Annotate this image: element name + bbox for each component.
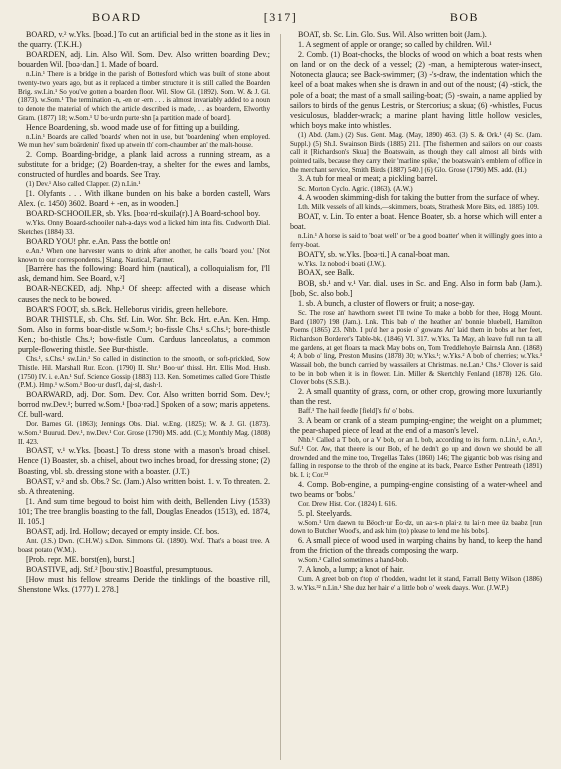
column-divider — [280, 34, 281, 760]
running-header — [22, 10, 539, 28]
left-column — [18, 30, 270, 764]
left-citation: n.Lin.¹ There is a bridge in the parish of Bottesford which was built of stone about twenty-two years ago, but as it replaced a timber structure it is still called the Boarden Brig. sw.Lin.¹ So you've gotten a boarden floor. Wil. Slow Gl. (1892). Som. W. & J. Gl. (1873). w.Som.¹ The termination -n, -en or -ern . . . is almost invariably added to a noun to denote the material of which the article described is made, . . as boardern, Elworthy Gram. (1877) 18; w.Som.¹ U bo·urdn purte·shn [a partition made of board]. — [18, 70, 270, 122]
left-entry-text: BOARD, v.² w.Yks. [boəd.] To cut an artificial bed in the stone as it lies in the quarry. (T.K.H.) — [18, 30, 270, 50]
right-citation: Sc. The rose an' hawthorn sweet I'll twine To make a bobb for thee, Hogg Mount. Bard (1807) 198 (Jam.). Lnk. This bab o' the heather an' bonnie bluebell, Hamilton Poems (1865) 23. Nhb. I pu'd her a posie o' gowans An' laid them in bobs at her feet, Richardson Borderer's Table-bk. (1846) VI. 317. w.Yks. Ta May, ah leave full run ta all me gardens, at get floars ta mack May bobs on, Tom Treddlehoyle Bairnsla Ann. (1868) 4; A bob o' ling, Preston Musins (1878) 30; w.Yks.¹; w.Yks.² A bob of cherries; w.Yks.³ Wassail bob, the bunch carried by wassailers at Christmas. ne.Lan.¹ Chs.¹ Clover is said to be in bob when it is in flower. Lin. Miller & Skertchly Fenland (1878) 126. Glo. Clover bobs (S.S.B.). — [290, 308, 542, 387]
right-citation: w.Som.¹ Urn daewn tu Bëoch·ur Ëo·dz, un aa·s-n plai·z tu lai·n mee üz baabz [run down to Butcher Wood's, and ask him (to) please to lend me his bobs]. — [290, 518, 542, 536]
left-entry-text: 2. Comp. Boarding-bridge, a plank laid across a running stream, as a substitute for a bridge; (2) Boarden-tray, a shelter for the ewes and lambs, constructed of hurdles and boards. See Tray. — [18, 150, 270, 180]
right-entry-text: BOAT, sb. Sc. Lin. Glo. Sus. Wil. Also written boit (Jam.). — [298, 30, 487, 39]
right-citation: Cor. Drew Hist. Cor. (1824) I. 616. — [298, 499, 397, 508]
left-entry-text: BOARD YOU! phr. e.An. Pass the bottle on! — [26, 236, 171, 246]
right-citation: Sc. Morton Cyclo. Agric. (1863). (A.W.) — [298, 184, 413, 193]
left-entry-text: BOAR'S FOOT, sb. s.Bck. Helleborus viridis, green hellebore. — [26, 304, 228, 314]
right-entry-text: 4. Comp. Bob-engine, a pumping-engine consisting of a water-wheel and two beams or 'bobs.' — [290, 479, 542, 499]
right-entry-text: 5. pl. Steelyards. — [298, 508, 352, 518]
left-citation: Dor. Barnes Gl. (1863); Jennings Obs. Dial. w.Eng. (1825); W. & J. Gl. (1873). w.Som.¹ Buurud. Dev.¹, nw.Dev.¹ Cor. Grose (1790) MS. add. (C.); Monthly Mag. (1808) II. 423. — [18, 420, 270, 446]
left-entry-text: BOARWARD, adj. Dor. Som. Dev. Cor. Also written borrid Som. Dev.¹; borrod nw.Dev.¹; burred w.Som.¹ [boə·rəd.] Spoken of a sow; maris appetens. Cf. bull-ward. — [18, 389, 270, 420]
left-entry-text: [1. And sum time begoud to boist him with deith, Bellenden Livy (1533) 101; The tree branglis boasting to the fall, Douglas Eneados (1513), ed. 1874, II. 105.] — [18, 496, 270, 526]
right-citation: Nhb.¹ Called a T bob, or a V bob, or an L bob, according to its form. n.Lin.¹, e.An.¹, Suf.¹ Cor. Aw, that theere is our Bob, ef he dedn't go up and down we should be all drownded and the mine too, Tregellas Tales (1860) 146; The gigantic bob was rising and falling in response to the throb of the engine at its back, Pearce Esther Pentreath (1891) bk. I. i; Cor.¹² — [290, 436, 542, 480]
right-entry-text: BOATY, sb. w.Yks. [boə·ti.] A canal-boat man. — [298, 249, 450, 259]
right-entry-text: 1. A segment of apple or orange; so called by children. Wil.¹ — [298, 40, 492, 50]
right-citation: (1) Abd. (Jam.) (2) Sus. Gent. Mag. (May, 1890) 463. (3) S. & Ork.¹ (4) Sc. (Jam. Suppl.) (5) Sh.I. Swainson Birds (1885) 211. [The fishermen and sailors on our coasts call it [Richardson's Skua] the Boatswain, as though they call almost all birds with pointed tails, because they carry their 'marline spike,' the boatswain's emblem of office in the merchant service, Smith Birds (1887) 540.] (6) Glo. Grose (1790) MS. add. (H.) — [290, 130, 542, 174]
left-entry-text: Hence Boardening, sb. wood made use of for fitting up a building. — [26, 122, 240, 132]
right-entry-text: 2. A small quantity of grass, corn, or other crop, growing more luxuriantly than the rest. — [290, 387, 542, 407]
left-entry-text: BOARDEN, adj. Lin. Also Wil. Som. Dev. Also written boarding Dev.; bouarden Wil. [boə·dan.] 1. Made of board. — [18, 50, 270, 70]
right-citation: Cum. A greet bob on t'top o' t'hodden, wadnt let it stand, Farrall Betty Wilson (1886) 3. w.Yks.³² n.Lin.¹ She duz her hair e' a little bob o' week daays. Wor. (J.W.P.) — [290, 575, 542, 592]
right-entry-text: 6. A small piece of wood used in warping chains by hand, to keep the hand from the friction of the threads composing the warp. — [290, 536, 542, 556]
right-entry-text: 3. A tub for meal or meat; a pickling barrel. — [298, 174, 438, 184]
left-entry-text: [1. Olyfants . . . With ilkane bunden on his bake a borden castell, Wars Alex. (c. 1450) 3602. Board + -en, as in wooden.] — [18, 189, 270, 209]
left-entry-text: BOARD-SCHOOILER, sb. Yks. [boə·rd-skuilə(r).] A Board-school boy. — [26, 209, 261, 219]
left-entry-text: BOASTIVE, adj. Stf.² [bouˑstiv.] Boastful, presumptuous. — [26, 564, 213, 574]
right-entry-text: 2. Comb. (1) Boat-chocks, the blocks of wood on which a boat rests when on land or on the deck of a vessel; (2) -man, a hemipterous water-insect, Notonecta glauca; see Back-swimmer; (3) -'s-draw, the indentation which the keel of a boat makes when she is drawn in and out of the noust; (4) -stick, the pole of a boat; the mast of a small sailing-boat; (5) -swain, a name applied by sailors to birds of the genus Lestris, or Stercorius; a skua; (6) -whistles, Fucus vesiculosus, bladder-wrack; a marine plant having little hollow vesicles, which boys make into whistles. — [290, 50, 542, 130]
left-citation: e.An.¹ When one harvester wants to drink after another, he calls 'board you.' [Not known to our correspondents.] Slang. Nautical, Farmer. — [18, 246, 270, 264]
right-entry-text: 3. A beam or crank of a steam pumping-engine; the weight on a plummet; the pear-shaped piece of lead at the end of a mason's level. — [290, 416, 542, 436]
left-entry-text: BOAST, v.¹ w.Yks. [boəst.] To dress stone with a mason's broad chisel. Hence (1) Boaster, sb. a chisel, about two inches broad, for dressing stone; (2) Boasting, vbl. sb. dressing stone with a boaster. (J.T.) — [18, 446, 270, 476]
left-entry-text: BOAR-NECKED, adj. Nhp.¹ Of sheep: affected with a disease which causes the neck to be bowed. — [18, 284, 270, 304]
left-entry-text: BOAST, adj. Ird. Hollow; decayed or empty inside. Cf. bos. — [26, 527, 220, 537]
right-entry-text: BOB, sb.¹ and v.¹ Var. dial. uses in Sc. and Eng. Also in form bab (Jam.). [bob, Sc. also bob.] — [290, 278, 542, 298]
right-citation: Lth. Milk vessels of all kinds,—skimmers, boats, Strathesk More Bits, ed. 1885) 109. — [298, 203, 539, 212]
left-citation: Ant. (J.S.) Dwn. (C.H.W.) s.Don. Simmons Gl. (1890). Wxf. That's a boast tree. A boast potato (W.M.). — [18, 537, 270, 554]
right-citation: w.Som.¹ Called sometimes a hand-bob. — [298, 556, 409, 565]
left-citation: n.Lin.¹ Boards are called 'boards' when not in use, but 'boardening' when employed. We mun hev' sum boärdenin' fixed up atwein th' corn-chaumber an' the malt-house. — [18, 132, 270, 150]
right-citation: n.Lin.¹ A horse is said to 'boat well' or 'be a good boatter' when it willingly goes into a ferry-boat. — [290, 232, 542, 249]
left-citation: w.Yks. Onny Boaard-schooiler nah-a-days wod a licked him inta fits. Cudworth Dial. Sketches (1884) 33. — [18, 219, 270, 237]
header-page-number: [317] — [263, 10, 298, 24]
right-entry-text: 7. A knob, a lump; a knot of hair. — [298, 565, 405, 575]
left-entry-text: [How must his fellow streams Deride the tinklings of the boastive rill, Shenstone Wks. (1777) I. 278.] — [18, 574, 270, 594]
right-column — [290, 30, 542, 764]
right-citation: w.Yks. 1z nobod·i boəti (J.W.). — [298, 259, 386, 268]
left-entry-text: [Barrère has the following: Board him (nautical), a colloquialism for, I'll ask, demand him. See Board, v.²] — [18, 264, 270, 284]
left-citation: (1) Dev.¹ Also called Clapper. (2) n.Lin.¹ — [26, 180, 141, 189]
left-citation: Chs.¹, s.Chs.¹ sw.Lin.¹ So called in distinction to the smooth, or soft-prickled, Sow Thistle. Hil. Marshall Rur. Econ. (1790) II. Shr.¹ Boo·ur' thissl. Hrt. Ellis Mod. Husb. (1750) IV. i. e.An.¹ Suf. Science Gossip (1883) 113. Ken. Sometimes called Gore Thistle (P.M.). Hmp.¹ w.Som.¹ Boo·ur dust'l, daj·sl, dash·l. — [18, 355, 270, 390]
left-entry-text: [Prob. repr. ME. borst(en), burst.] — [26, 554, 135, 564]
right-entry-text: 4. A wooden skimming-dish for taking the butter from the surface of whey. — [298, 193, 540, 203]
left-entry-text: BOAR THISTLE, sb. Chs. Stf. Lin. Wor. Shr. Bck. Hrt. e.An. Ken. Hmp. Som. Also in forms boar-distle w.Som.¹; bo-fissle Chs.¹ s.Chs.¹; bore-thistle Ken.; bo-thistle Chs.¹; bow-fistle Cum. Carduus lanceolatus, a common purple-flowering thistle. See Bur-thistle. — [18, 314, 270, 355]
right-entry-text: BOAX, see Balk. — [298, 268, 355, 278]
right-entry-text: BOAT, v. Lin. To enter a boat. Hence Boater, sb. a horse which will enter a boat. — [290, 212, 542, 232]
right-citation: Baff.¹ The hail feedle [field]'s fu' o' bobs. — [298, 407, 414, 416]
left-entry-text: BOAST, v.² and sb. Obs.? Sc. (Jam.) Also written boist. 1. v. To threaten. 2. sb. A threatening. — [18, 476, 270, 496]
right-entry-text: 1. sb. A bunch, a cluster of flowers or fruit; a nose-gay. — [298, 298, 475, 308]
header-right-guideword: BOB — [449, 10, 479, 24]
header-left-guideword: BOARD — [92, 10, 142, 24]
